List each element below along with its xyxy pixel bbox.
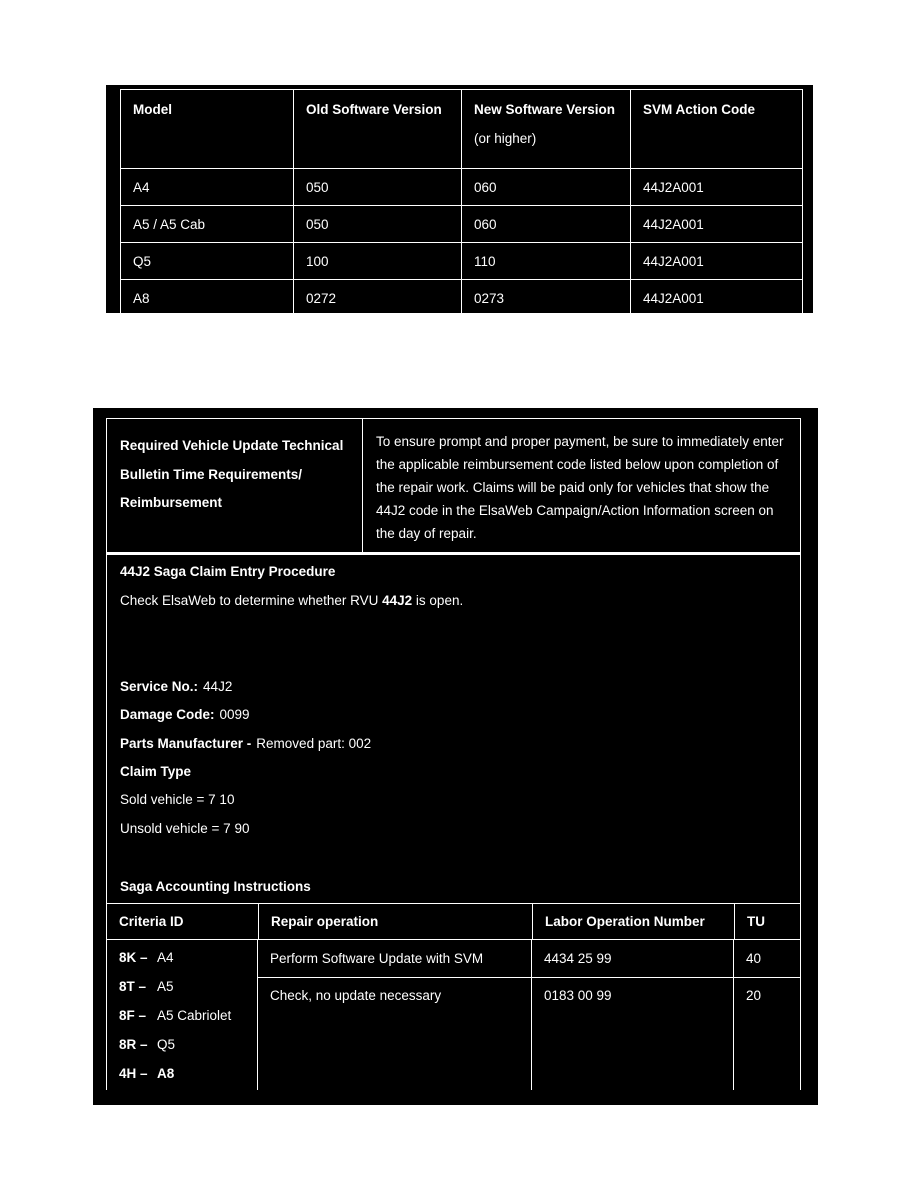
service-no-label: Service No.: — [120, 679, 199, 694]
cell-labor-operation-number: 0183 00 99 — [532, 978, 734, 1090]
cell-new-version: 110 — [462, 243, 631, 280]
check-line-prefix: Check ElsaWeb to determine whether RVU — [120, 593, 383, 608]
claim-procedure-section — [106, 553, 801, 903]
requirements-title-line: Required Vehicle Update Technical — [120, 438, 344, 453]
cell-model: A5 / A5 Cab — [121, 206, 294, 243]
cell-svm-code: 44J2A001 — [631, 206, 803, 243]
cell-repair-operation: Check, no update necessary — [258, 978, 532, 1090]
column-header-new-version-label: New Software Version — [474, 102, 616, 117]
cell-model: A4 — [121, 169, 294, 206]
accounting-rows — [258, 940, 801, 1090]
claim-entry-panel — [93, 408, 818, 1105]
cell-svm-code: 44J2A001 — [631, 280, 803, 314]
criteria-code: 8T – — [119, 979, 147, 994]
criteria-code: 8R – — [119, 1037, 148, 1052]
cell-labor-operation-number: 4434 25 99 — [532, 940, 734, 977]
reimbursement-intro-cell: To ensure prompt and proper payment, be sure to immediately enter the applicable reimbursement code listed below upon completion of the repair work. Claims will be paid only for vehicles that show the 44J2 code in the ElsaWeb Campaign/Action Information screen on the day of repair. — [376, 434, 784, 541]
criteria-model: A8 — [157, 1066, 175, 1081]
requirements-title-line: Reimbursement — [120, 495, 223, 510]
column-header-repair-operation: Repair operation — [258, 904, 532, 939]
column-header-criteria-id: Criteria ID — [106, 904, 258, 939]
criteria-code: 8K – — [119, 950, 148, 965]
cell-old-version: 0272 — [294, 280, 462, 314]
criteria-id-cell — [106, 940, 258, 1090]
criteria-item — [119, 1006, 257, 1026]
software-version-table — [120, 89, 803, 313]
column-header-labor-operation-number: Labor Operation Number — [532, 904, 734, 939]
criteria-item — [119, 1064, 257, 1084]
requirements-title-line: Bulletin Time Requirements/ — [120, 466, 303, 482]
criteria-model: Q5 — [157, 1037, 176, 1052]
cell-svm-code: 44J2A001 — [631, 243, 803, 280]
requirements-title-cell — [107, 419, 363, 552]
criteria-item — [119, 948, 257, 968]
criteria-model: A5 — [157, 979, 174, 994]
criteria-code: 4H – — [119, 1066, 148, 1081]
check-line-suffix: is open. — [412, 593, 464, 608]
cell-repair-operation: Perform Software Update with SVM — [258, 940, 532, 977]
column-header-new-version — [462, 90, 631, 169]
criteria-item — [119, 1035, 257, 1055]
claim-type-sold: Sold vehicle = 7 10 — [120, 792, 235, 807]
criteria-code: 8F – — [119, 1008, 147, 1023]
table-row — [121, 280, 803, 314]
criteria-model: A5 Cabriolet — [157, 1008, 232, 1023]
cell-old-version: 050 — [294, 206, 462, 243]
parts-manufacturer-value: Removed part: 002 — [256, 736, 372, 751]
procedure-heading: 44J2 Saga Claim Entry Procedure — [120, 564, 336, 579]
service-no-line — [120, 677, 790, 697]
accounting-row — [258, 940, 801, 978]
check-line-rvu-code: 44J2 — [382, 593, 413, 608]
parts-manufacturer-label: Parts Manufacturer - — [120, 736, 252, 751]
table-header-row — [121, 90, 803, 169]
claim-type-unsold: Unsold vehicle = 7 90 — [120, 821, 250, 836]
column-header-old-version: Old Software Version — [294, 90, 462, 169]
damage-code-value: 0099 — [219, 707, 250, 722]
cell-tu: 20 — [734, 978, 801, 1090]
cell-tu: 40 — [734, 940, 801, 977]
table-row — [121, 243, 803, 280]
service-no-value: 44J2 — [203, 679, 233, 694]
cell-model: Q5 — [121, 243, 294, 280]
column-header-tu: TU — [734, 904, 801, 939]
criteria-item — [119, 977, 257, 997]
claim-entry-table — [106, 418, 801, 1090]
damage-code-line — [120, 705, 790, 725]
accounting-body — [106, 940, 801, 1090]
accounting-row — [258, 978, 801, 1090]
saga-accounting-table — [106, 903, 801, 1090]
requirements-row — [106, 418, 801, 553]
accounting-header-row — [106, 903, 801, 940]
cell-svm-code: 44J2A001 — [631, 169, 803, 206]
cell-model: A8 — [121, 280, 294, 314]
column-header-new-version-note: (or higher) — [474, 131, 537, 146]
cell-new-version: 060 — [462, 169, 631, 206]
claim-type-heading: Claim Type — [120, 764, 192, 779]
parts-manufacturer-line — [120, 734, 790, 754]
software-version-panel — [106, 85, 813, 313]
cell-old-version: 050 — [294, 169, 462, 206]
criteria-model: A4 — [157, 950, 174, 965]
table-row — [121, 206, 803, 243]
accounting-heading: Saga Accounting Instructions — [120, 879, 311, 894]
cell-new-version: 060 — [462, 206, 631, 243]
check-elsaweb-line — [120, 591, 790, 611]
table-row — [121, 169, 803, 206]
cell-old-version: 100 — [294, 243, 462, 280]
cell-new-version: 0273 — [462, 280, 631, 314]
column-header-model: Model — [121, 90, 294, 169]
damage-code-label: Damage Code: — [120, 707, 215, 722]
column-header-svm-code: SVM Action Code — [631, 90, 803, 169]
